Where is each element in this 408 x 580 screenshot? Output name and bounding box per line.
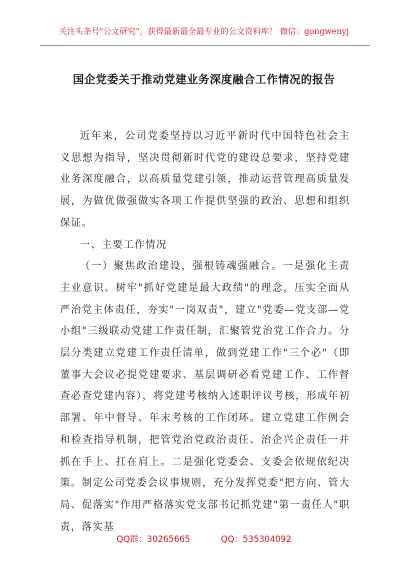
header-banner: 关注头条号"公文研究"，获得最新最全最专业的公文资料库！ 微信：gongwenyj (59, 27, 349, 36)
intro-paragraph: 近年来，公司党委坚持以习近平新时代中国特色社会主义思想为指导，坚决贯彻新时代党的建设总要求，坚持党建业务深度融合，以高质量党建引领，推动运营管理高质量发展，为做优做强做实各项工作提供坚强的政治、思想和组织保证。 (60, 131, 350, 229)
footer-qq: QQ：535304092 (220, 535, 292, 545)
footer-qq-group: QQ群：30265665 (116, 535, 191, 545)
paragraph-1: （一）聚焦政治建设，强根铸魂强融合。一是强化主责主业意识。树牢"抓好党建是最大政绩"的理念，压实全面从严治党主体责任，夯实"一岗双责"，建立"党委—党支部—党小组"三级联动党建工作责任制，汇聚管党治党工作合力。分层分类建立党建工作责任清单，做到党建工作"三个必"（即董事大会议必提党建要求、基层调研必看党建工作、工作督查必查党建内容），将党建考核纳入述职评议考核，形成年初部署、年中督导、年末考核的工作闭环。建立党建工作例会和检查指导机制，把管党治党政治责任、治企兴企责任一并抓在手上、扛在肩上。二是强化党委会、支委会依规依纪决策。制定公司党委会议事规则，充分发挥党委"把方向、管大局、促落实"作用严格落实党支部书记抓党建"第一责任人"职责，落实基 (60, 261, 350, 533)
document-title: 国企党委关于推动党建业务深度融合工作情况的报告 (72, 73, 336, 86)
document-body (60, 126, 350, 538)
footer-contact (0, 533, 408, 545)
header-divider (40, 45, 370, 46)
section-heading: 一、主要工作情况 (80, 239, 168, 251)
